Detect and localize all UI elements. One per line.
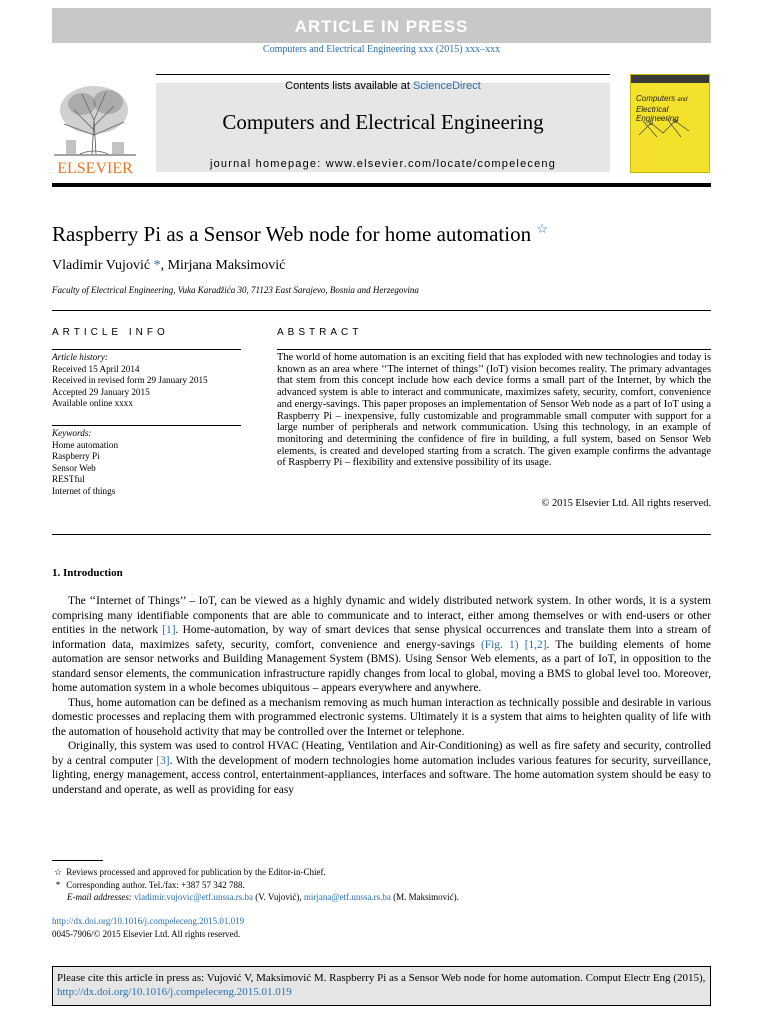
author-1: Vladimir Vujović xyxy=(52,258,151,273)
footnote-editor xyxy=(52,866,711,879)
author-2: Mirjana Maksimović xyxy=(167,258,286,273)
author-separator: , xyxy=(160,258,168,273)
doi-block xyxy=(52,915,244,940)
cover-title-line3: Electrical Engineering xyxy=(636,105,679,123)
article-info-rule xyxy=(52,349,241,350)
email-label: E-mail addresses: xyxy=(67,892,132,902)
elsevier-logo[interactable] xyxy=(52,80,138,176)
abstract-copyright: © 2015 Elsevier Ltd. All rights reserved. xyxy=(541,498,711,509)
author-list xyxy=(52,258,285,274)
keywords-rule xyxy=(52,425,241,426)
citation-ref-1[interactable]: [1] xyxy=(162,624,176,636)
abstract-heading: ABSTRACT xyxy=(277,327,363,338)
keyword-item: RESTful xyxy=(52,474,85,484)
title-footnote-star[interactable]: ☆ xyxy=(536,221,548,236)
text-run: The ‘‘Internet of Things’’ – IoT, can be viewed as a highly dynamic and widely distributed network system. In other words, it is a system comprising many identifiable components that are able to communicate and to interact, either among themselves or with end-users or other entities in the network xyxy=(52,595,711,636)
journal-cover-thumbnail[interactable] xyxy=(630,74,710,173)
text-run: . The building elements of home automation are sensor networks and Building Management System (BMS). Using Sensor Web elements, as a part of IoT, in opposition to the standard sensor elements, the communication infrastructure rapidly changes from local to global, moving a BMS to global level too. Moreover, home automation system in a whole becomes ubiquitous – appears everywhere and anywhere. xyxy=(52,638,711,694)
email-link-1[interactable]: vladimir.vujovic@etf.unssa.rs.ba xyxy=(134,892,253,902)
footnote-text: Reviews processed and approved for publication by the Editor-in-Chief. xyxy=(66,867,326,877)
history-label: Article history: xyxy=(52,352,108,362)
doi-link[interactable]: http://dx.doi.org/10.1016/j.compeleceng.2015.01.019 xyxy=(52,916,245,926)
footnote-star-mark: ☆ xyxy=(53,867,63,877)
email-owner-1: (V. Vujović), xyxy=(252,892,304,902)
sciencedirect-link[interactable]: ScienceDirect xyxy=(412,80,481,92)
header-top-rule xyxy=(156,74,610,75)
front-matter-rule xyxy=(52,534,711,535)
history-accepted: Accepted 29 January 2015 xyxy=(52,386,150,397)
paper-title xyxy=(52,221,548,247)
paper-title-text: Raspberry Pi as a Sensor Web node for home automation xyxy=(52,222,532,246)
footnote-corresponding xyxy=(52,879,711,892)
affiliation: Faculty of Electrical Engineering, Vuka Karadžića 30, 71123 East Sarajevo, Bosnia and Herzegovina xyxy=(52,285,419,295)
abstract-rule xyxy=(277,349,711,350)
keyword-item: Raspberry Pi xyxy=(52,451,100,461)
cover-title-line1: Computers xyxy=(636,94,676,103)
history-revised: Received in revised form 29 January 2015 xyxy=(52,375,208,385)
section-heading-introduction: 1. Introduction xyxy=(52,567,123,579)
cite-this-article-box xyxy=(52,966,711,1006)
elsevier-tree-icon xyxy=(52,80,138,176)
intro-paragraph-1 xyxy=(52,594,711,696)
footnote-text: Corresponding author. Tel./fax: +387 57 342 788. xyxy=(66,879,245,890)
intro-paragraph-3 xyxy=(52,739,711,797)
cover-title-line2: and xyxy=(677,97,688,103)
intro-paragraph-2: Thus, home automation can be defined as a mechanism removing as much human interaction as technically possible and desirable in various domestic processes and replacing them with programmed electronic systems. Ultimately it is a system that aims to heighten quality of life with the automation of household activity that may be controlled over the Internet or telephone. xyxy=(52,696,711,738)
keyword-item: Internet of things xyxy=(52,485,116,496)
figure-ref-1[interactable]: (Fig. 1) xyxy=(481,638,519,651)
cover-circuit-art-icon xyxy=(637,117,695,139)
publisher-name: ELSEVIER xyxy=(57,160,133,176)
email-link-2[interactable]: mirjana@etf.unssa.rs.ba xyxy=(303,892,391,902)
journal-homepage[interactable]: journal homepage: www.elsevier.com/locate/compeleceng xyxy=(209,158,557,170)
text-run: Originally, this system was used to control HVAC (Heating, Ventilation and Air-Conditioning) as well as fire safety and security, controlled by a central computer xyxy=(52,740,711,767)
history-received: Received 15 April 2014 xyxy=(52,363,140,374)
text-run: . Home-automation, by way of smart devices that sense physical occurrences and translate them into a stream of information data, maximizes safety, security, comfort, convenience and energy-savings xyxy=(52,624,712,651)
journal-citation-line[interactable]: Computers and Electrical Engineering xxx (2015) xxx–xxx xyxy=(262,44,501,55)
contents-line xyxy=(156,80,610,92)
footnote-asterisk-mark: * xyxy=(55,879,61,890)
cover-band xyxy=(631,75,709,83)
cite-doi-link[interactable]: http://dx.doi.org/10.1016/j.compeleceng.2015.01.019 xyxy=(57,986,292,998)
title-rule xyxy=(52,310,711,311)
introduction-body xyxy=(52,594,711,797)
citation-ref-3[interactable]: [3] xyxy=(156,754,170,767)
email-owner-2: (M. Maksimović). xyxy=(390,892,459,902)
footnote-rule xyxy=(52,860,103,861)
footnotes xyxy=(52,866,711,904)
contents-prefix: Contents lists available at xyxy=(285,80,410,92)
header-thick-rule xyxy=(52,183,711,187)
citation-ref-1-2[interactable]: [1,2] xyxy=(524,638,547,651)
cite-text: Please cite this article in press as: Vujović V, Maksimović M. Raspberry Pi as a Sensor Web node for home automation. Comput Electr Eng (2015), xyxy=(57,972,706,984)
keywords xyxy=(52,428,241,497)
article-info-heading: ARTICLE INFO xyxy=(52,327,169,338)
article-in-press-banner: ARTICLE IN PRESS xyxy=(52,8,711,43)
keyword-item: Sensor Web xyxy=(52,462,96,473)
text-run: . With the development of modern technologies home automation includes various features for security, surveillance, lighting, energy management, access control, entertainment-appliances, interfaces and software. The home automation system should be easy to understand and operate, as well as providing for easy xyxy=(52,754,711,796)
issn-copyright: 0045-7906/© 2015 Elsevier Ltd. All rights reserved. xyxy=(52,928,241,939)
history-online: Available online xxxx xyxy=(52,398,133,408)
journal-title: Computers and Electrical Engineering xyxy=(222,110,544,134)
keyword-item: Home automation xyxy=(52,439,119,450)
article-history xyxy=(52,352,241,410)
keywords-label: Keywords: xyxy=(52,428,92,438)
corresponding-author-mark[interactable]: * xyxy=(153,258,161,273)
abstract-text: The world of home automation is an exciting field that has exploded with new technologies and today is known as an area where ‘‘The internet of things’’ (IoT) vision becomes reality. The primary advantages that stem from this concept include how each device forms a small part of the Internet, by which the advanced system is able to interact and communicate, maximizes safety, security, comfort, convenience and energy-savings. This paper proposes an implementation of Sensor Web node as a part of IoT using a Raspberry Pi – inexpensive, fully customizable and programmable small computer with support for a large number of peripherals and network communication. Using this technology, in an example of monitoring and determining the confidence of fire in building, a full system, based on Sensor Web elements, is created and developed starting from a scratch. The given example confirms the advantage of Raspberry Pi – flexibility and extensive possibility of its usage. xyxy=(277,352,711,469)
footnote-emails xyxy=(52,891,711,904)
